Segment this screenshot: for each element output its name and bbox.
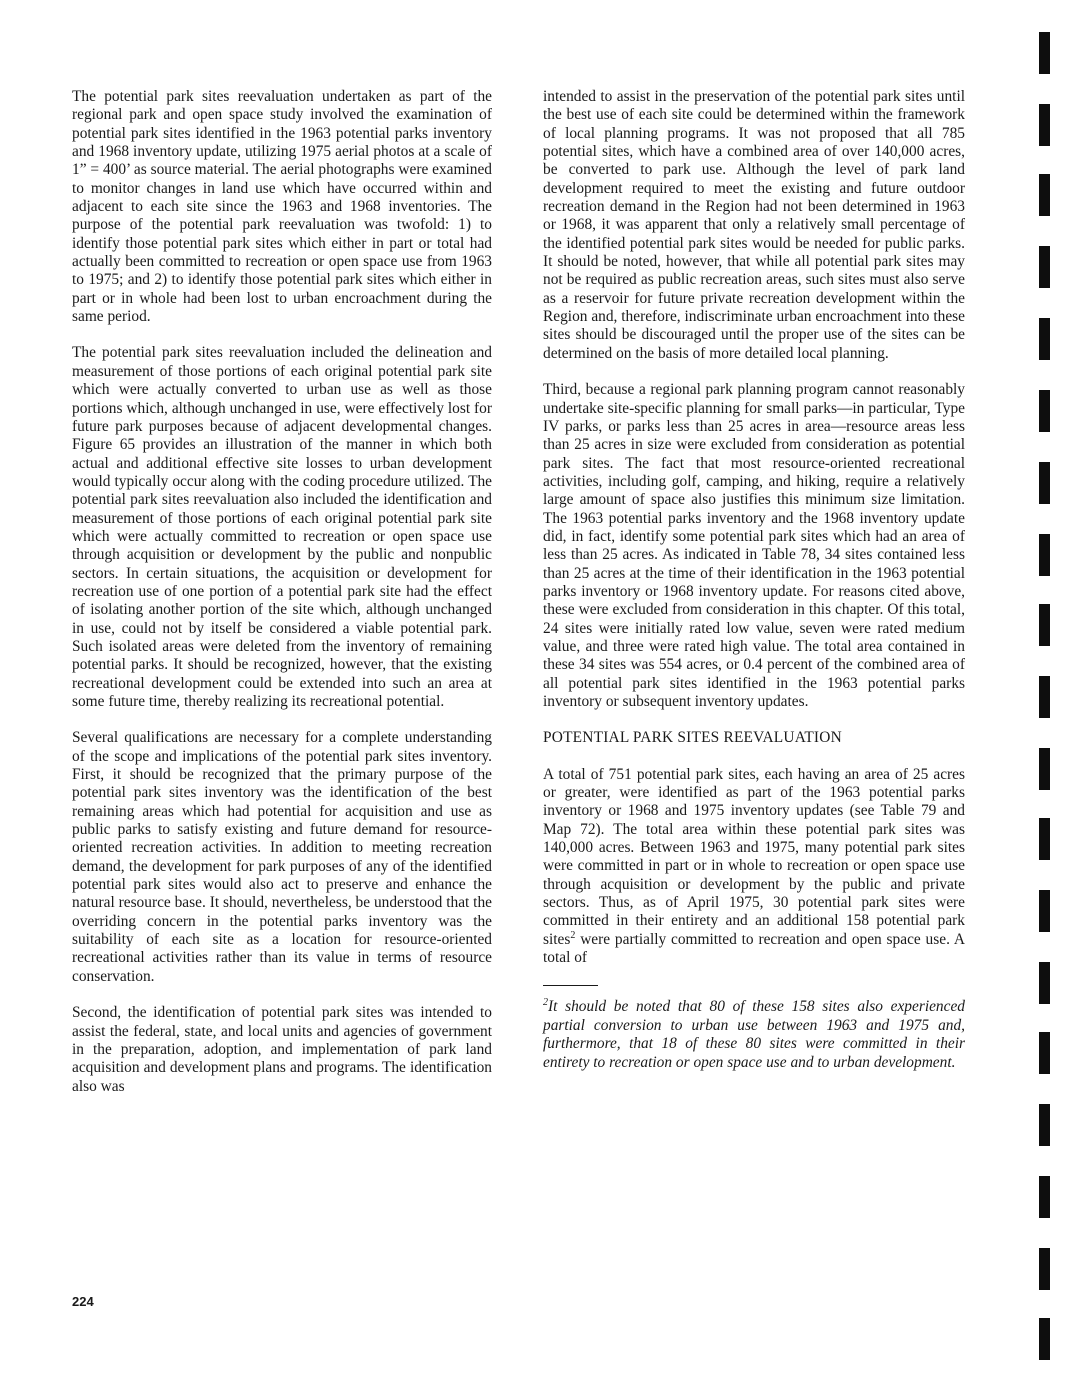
footnote-text: It should be noted that 80 of these 158 sites also experienced partial conversion to urban use between 1963 and 1975 and, furthermore, that 18 of these 80 sites were committed in their entirety to recreation or open space use and to urban development. [543,998,965,1071]
binding-mark [1039,32,1050,74]
footnote-reference: 2 [570,929,576,941]
binding-mark [1039,1176,1050,1218]
binding-mark [1039,818,1050,860]
binding-mark [1039,676,1050,718]
right-paragraph-2: Third, because a regional park planning program cannot reasonably undertake site-specific planning for small parks—in particular, Type IV parks, or parks less than 25 acres in area—resource areas less than 25 acres in size were excluded from consideration as potential park sites. The fact that most resource-oriented recreational activities, including golf, camping, and hiking, require a relatively large amount of space also justifies this minimum size limitation. The 1963 potential parks inventory and the 1968 inventory update did, in fact, identify some potential park sites which had an area of less than 25 acres. As indicated in Table 78, 34 sites contained less than 25 acres at the time of their identification in the 1963 potential parks inventory or 1968 inventory update. For reasons cited above, these were excluded from consideration in this chapter. Of this total, 24 sites were initially rated low value, seven were rated medium value, and three were rated high value. The total area contained in these 34 sites was 554 acres, or 0.4 percent of the combined area of all potential park sites identified in the 1963 potential parks inventory or subsequent inventory updates. [543,381,965,710]
footnote-marker: 2 [543,997,548,1009]
binding-mark [1039,604,1050,646]
right-paragraph-3-text-a: A total of 751 potential park sites, each having an area of 25 acres or greater, were identified as part of the 1963 potential parks inventory or 1968 and 1975 inventory updates (see Table 79 and Map 72). The total area within these potential park sites was 140,000 acres. Between 1963 and 1975, many potential park sites were committed in part or in whole to recreation or open space use through acquisition or development by the public and private sectors. Thus, as of April 1975, 30 potential park sites were committed in their entirety and an additional 158 potential park sites [543,765,965,948]
binding-mark [1039,246,1050,288]
left-paragraph-1: The potential park sites reevaluation undertaken as part of the regional park and open space study involved the examination of potential park sites identified in the 1963 potential parks inventory and 1968 inventory update, utilizing 1975 aerial photos at a scale of 1” = 400’ as source material. The aerial photographs were examined to monitor changes in land use which have occurred within and adjacent to each site since the 1963 and 1968 inventories. The purpose of the potential park reevaluation was twofold: 1) to identify those potential park sites which either in part or total had actually been committed to recreation or open space use from 1963 to 1975; and 2) to identify those potential park sites which either in part or in whole had been lost to urban encroachment during the same period. [72,88,492,326]
left-column [72,88,492,1114]
footnote [543,998,965,1071]
binding-mark [1039,174,1050,216]
binding-mark [1039,318,1050,360]
page-number: 224 [72,1294,94,1309]
binding-mark [1039,104,1050,146]
binding-mark [1039,748,1050,790]
binding-mark [1039,1318,1050,1360]
binding-mark [1039,1104,1050,1146]
binding-mark [1039,390,1050,432]
right-paragraph-1: intended to assist in the preservation of the potential park sites until the best use of each site could be determined within the framework of local planning programs. It was not proposed that all 785 potential sites, which have a combined area of over 140,000 acres, be converted to park use. Although the level of park land development required to meet the existing and future outdoor recreation demand in the Region had not been determined in 1963 or 1968, it was apparent that only a relatively small percentage of the identified potential park sites would be needed for public parks. It should be noted, however, that while all potential park sites may not be required as public recreation areas, such sites must also serve as a reservoir for future private recreation development within the Region and, therefore, indiscriminate urban encroachment into these sites should be discouraged until the proper use of the sites can be determined on the basis of more detailed local planning. [543,88,965,362]
right-paragraph-3-text-b: were partially committed to recreation and open space use. A total of [543,930,965,967]
binding-marks [1039,0,1051,1380]
left-paragraph-4: Second, the identification of potential park sites was intended to assist the federal, state, and local units and agencies of government in the preparation, adoption, and implementation of park land acquisition and development plans and programs. The identification also was [72,1004,492,1095]
binding-mark [1039,1248,1050,1290]
footnote-divider [543,985,598,986]
left-paragraph-3: Several qualifications are necessary for a complete understanding of the scope and implications of the potential park sites inventory. First, it should be recognized that the primary purpose of the potential park sites inventory was the identification of the best remaining areas which had potential for acquisition and use as public parks to satisfy existing and future demand for resource-oriented recreation activities. In addition to meeting recreation demand, the development for park purposes of any of the identified potential park sites would also act to preserve and enhance the natural resource base. It should, nevertheless, be understood that the overriding concern in the potential parks inventory was the suitability of each site as a location for resource-oriented recreational activities rather than its value in terms of resource conservation. [72,729,492,985]
binding-mark [1039,534,1050,576]
right-column [543,88,965,1090]
left-paragraph-2: The potential park sites reevaluation included the delineation and measurement of those portions of each original potential park site which were actually converted to urban use as well as those portions which, although unchanged in use, were effectively lost for future park purposes because of adjacent developmental changes. Figure 65 provides an illustration of the manner in which both actual and additional effective site losses to urban development would typically occur along with the coding procedure utilized. The potential park sites reevaluation also included the identification and measurement of those portions of each original potential park site which were actually committed to recreation or open space use through acquisition or development by the public and nonpublic sectors. In certain situations, the acquisition or development for recreation use of one portion of a potential park site had the effect of isolating another portion of the site which, although unchanged in use, could not by itself be considered a viable potential park. Such isolated areas were deleted from the inventory of remaining potential parks. It should be recognized, however, that the existing recreational development could be extended into such an area at some future time, thereby realizing its recreational potential. [72,344,492,710]
binding-mark [1039,462,1050,504]
binding-mark [1039,890,1050,932]
right-paragraph-3 [543,766,965,968]
binding-mark [1039,962,1050,1004]
binding-mark [1039,1032,1050,1074]
section-heading: POTENTIAL PARK SITES REEVALUATION [543,729,842,747]
